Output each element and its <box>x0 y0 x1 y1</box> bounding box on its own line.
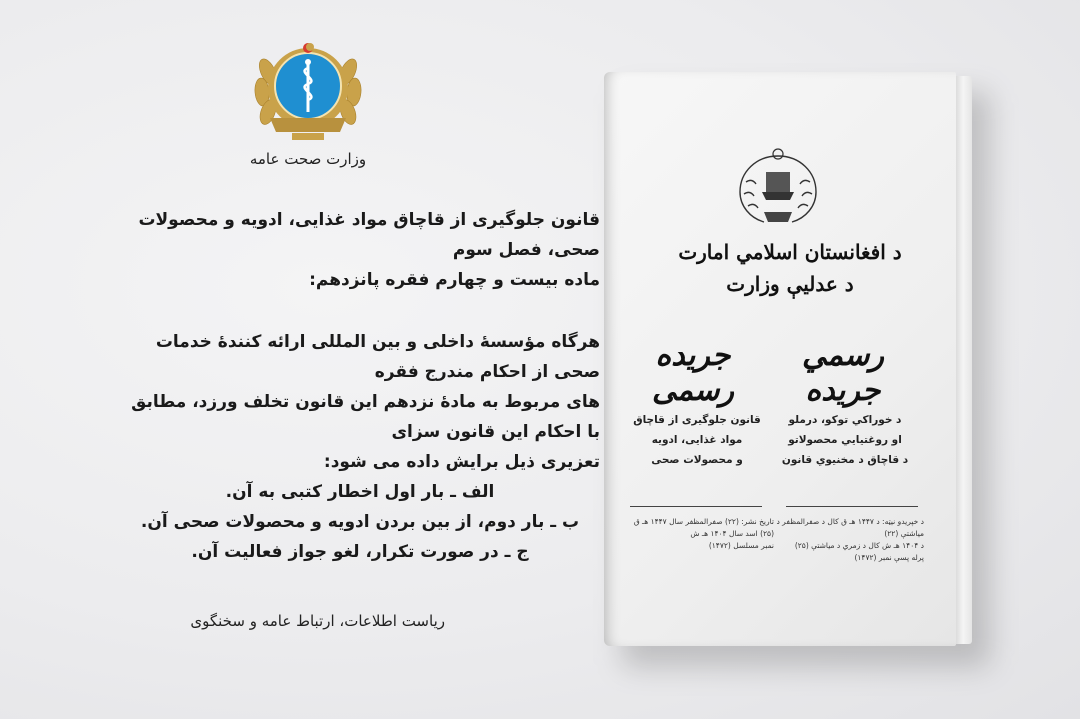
post-item-c: ج ـ در صورت تکرار، لغو جواز فعالیت آن. <box>191 542 529 562</box>
publication-info-pashto <box>776 516 924 564</box>
post-content <box>120 205 600 567</box>
book-spine <box>956 76 972 644</box>
law-title-dari <box>627 410 767 470</box>
law-title-dari-line1: قانون جلوگیری از قاچاق <box>633 414 761 426</box>
post-title-line2: ماده بیست و چهارم فقره پانزدهم: <box>309 270 600 290</box>
book-title <box>640 236 940 300</box>
law-title-pashto-line3: د قاچاق د مخنیوي قانون <box>781 454 909 466</box>
publication-info-dari-line2: (۲۵) اسد سال ۱۴۰۴ هـ ش <box>690 529 774 538</box>
divider <box>786 506 918 507</box>
book-title-line2: د عدلیې وزارت <box>726 272 854 296</box>
law-title-dari-line2: مواد غذایی، ادویه <box>651 434 743 446</box>
ministry-emblem-icon <box>248 32 368 144</box>
post-item-b: ب ـ بار دوم، از بین بردن ادویه و محصولات صحی آن. <box>140 512 580 532</box>
publication-info-dari-line3: نمبر مسلسل (۱۴۷۲) <box>708 541 774 550</box>
post-title-line1: قانون جلوگیری از قاچاق مواد غذایی، ادویه و محصولات صحی، فصل سوم <box>138 210 600 260</box>
footer-credit: ریاست اطلاعات، ارتباط عامه و سخنگوی <box>190 612 445 630</box>
post-body-line3: تعزیری ذیل برایش داده می شود: <box>323 452 600 472</box>
post-body-line2: های مربوط به مادهٔ نزدهم این قانون تخلف ورزد، مطابق با احکام این قانون سزای <box>131 392 600 442</box>
publication-info-pashto-line2: د ۱۴۰۴ هـ ش کال د زمري د میاشتې (۲۵) <box>794 541 924 550</box>
gazette-calligraphy-dari: جریده رسمی <box>652 338 734 408</box>
law-title-pashto-line1: د خوراکي توکو، درملو <box>788 414 902 426</box>
law-title-pashto <box>775 410 915 470</box>
publication-info-dari-line1: تاریخ نشر: (۲۲) صفرالمظفر سال ۱۴۴۷ هـ ق <box>633 517 774 526</box>
book-title-line1: د افغانستان اسلامي امارت <box>678 240 902 264</box>
publication-info-pashto-line1: د خپریدو نیټه: د ۱۴۴۷ هـ ق کال د صفرالمظفر د میاشتې (۲۲) <box>776 517 924 538</box>
law-title-dari-line3: و محصولات صحی <box>651 454 743 466</box>
law-title-pashto-line2: او روغتیایي محصولاتو <box>788 434 902 446</box>
publication-info-dari <box>626 516 774 552</box>
post-body-line1: هرگاه مؤسسهٔ داخلی و بین المللی ارائه کنندهٔ خدمات صحی از احکام مندرج فقره <box>155 332 600 382</box>
gazette-calligraphy-pashto: رسمي جريده <box>802 338 884 408</box>
divider <box>630 506 762 507</box>
ministry-name: وزارت صحت عامه <box>249 150 367 168</box>
crest-icon <box>726 142 830 226</box>
publication-info-pashto-line3: پرله پسې نمبر (۱۴۷۲) <box>854 553 924 562</box>
post-item-a: الف ـ بار اول اخطار کتبی به آن. <box>225 482 495 502</box>
